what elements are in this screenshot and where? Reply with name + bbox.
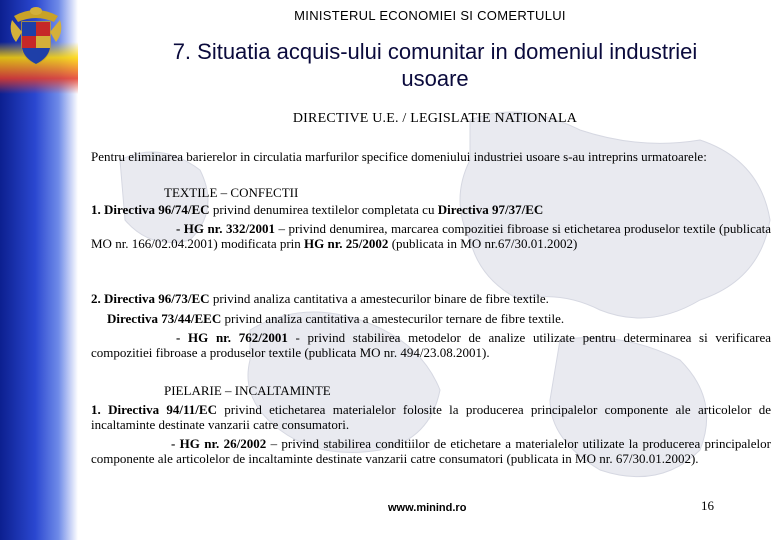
hg-762-text: - privind stabilirea metodelor de analize utilizate pentru determinarea si verificarea compozitiei fibroase a produselor textile (publicata MO nr. 494/23.08.2001). xyxy=(91,330,771,360)
leather-heading: PIELARIE – INCALTAMINTE xyxy=(164,383,331,398)
directive-94-11-text: privind etichetarea materialelor folosite la producerea principalelor componente ale articolelor de incaltaminte destinate vanzarii catre consumatori. xyxy=(91,402,771,432)
directive-97-37-label: Directiva 97/37/EC xyxy=(437,202,544,217)
section-subtitle: DIRECTIVE U.E. / LEGISLATIE NATIONALA xyxy=(292,111,578,126)
textile-hg-762 xyxy=(91,331,771,360)
directive-96-74-label: 1. Directiva 96/74/EC xyxy=(91,202,210,217)
hg-25-label: HG nr. 25/2002 xyxy=(304,235,389,251)
title-line-2: usoare xyxy=(401,66,469,91)
textile-directive-2 xyxy=(91,292,771,307)
directive-73-44-label: Directiva 73/44/EEC xyxy=(107,311,222,326)
page-number: 16 xyxy=(701,498,714,513)
directive-96-73-text: privind analiza cantitativa a amestecurilor binare de fibre textile. xyxy=(209,291,549,306)
directive-96-74-text: privind denumirea textilelor completata cu xyxy=(209,202,438,217)
footer-url-link[interactable]: www.minind.ro xyxy=(388,502,467,514)
hg-332-text: – privind denumirea, marcarea compozitiei fibroase si etichetarea produselor textile (publicata MO nr. 166/02.04.2001) modificata prin xyxy=(91,221,771,251)
directive-73-44-text: privind analiza cantitativa a amestecurilor ternare de fibre textile. xyxy=(221,311,565,326)
directive-96-73-label: 2. Directiva 96/73/EC xyxy=(91,291,210,306)
hg-26-label: - HG nr. 26/2002 xyxy=(171,436,267,451)
title-line-1: 7. Situatia acquis-ului comunitar in domeniul industriei xyxy=(172,39,698,64)
textile-hg-332 xyxy=(91,222,771,251)
directive-94-11-label: 1. Directiva 94/11/EC xyxy=(91,402,217,417)
hg-25-text: (publicata in MO nr.67/30.01.2002) xyxy=(388,235,578,251)
leather-hg-26 xyxy=(91,437,771,466)
page-title xyxy=(90,38,780,92)
textile-directive-1 xyxy=(91,203,771,218)
coat-of-arms-icon xyxy=(8,2,64,68)
hg-762-label: - HG nr. 762/2001 xyxy=(176,330,288,345)
ministry-name: MINISTERUL ECONOMIEI SI COMERTULUI xyxy=(294,8,566,23)
hg-332-label: - HG nr. 332/2001 xyxy=(176,221,276,236)
leather-directive-1 xyxy=(91,403,771,432)
textile-directive-3 xyxy=(91,312,771,327)
hg-26-text: – privind stabilirea conditiilor de etichetare a materialelor utilizate la producerea principalelor componente ale articolelor de incaltaminte destinate vanzarii catre consumatori (publicata in MO nr. 67/30.01.2002). xyxy=(91,436,771,466)
intro-paragraph: Pentru eliminarea barierelor in circulatia marfurilor specifice domeniului industriei usoare s-au intreprins urmatoarele: xyxy=(91,149,707,164)
textile-heading: TEXTILE – CONFECTII xyxy=(164,185,299,200)
